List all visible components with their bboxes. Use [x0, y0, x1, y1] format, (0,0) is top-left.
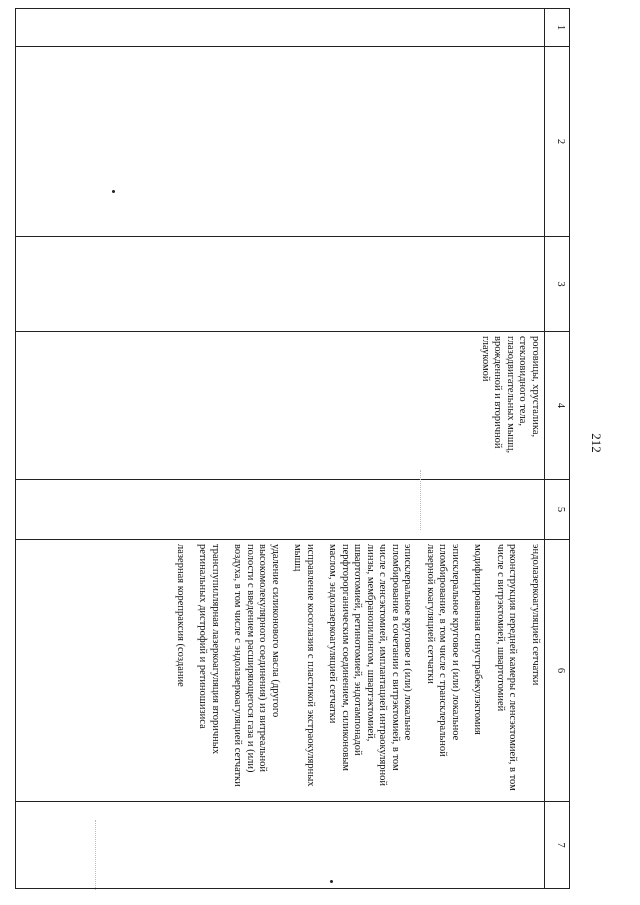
scan-artifact	[95, 820, 96, 890]
col-header-5: 5	[545, 480, 570, 540]
header-row	[545, 9, 570, 889]
rotated-table-wrapper	[15, 8, 570, 888]
body-row	[16, 9, 545, 889]
col-header-6: 6	[545, 540, 570, 802]
procedure-item: лазерная корепраксия (создание	[175, 544, 186, 687]
page-number: 212	[588, 433, 604, 453]
scan-artifact	[420, 470, 421, 530]
scan-speck	[112, 190, 115, 193]
cell-col-3	[16, 237, 545, 332]
procedure-item: эписклеральное круговое и (или) локальное пломбирование, в том числе с трансклеральной лазерной коагуляцией сетчатки	[425, 544, 461, 757]
cell-col-2	[16, 47, 545, 237]
cell-col-1	[16, 9, 545, 47]
procedure-item: исправление косоглазия с пластикой экстраокулярных мышц	[292, 544, 316, 787]
procedure-item: транспупиллярная лазеркоагуляция вторичных ретинальных дистрофий и ретиношизиса	[197, 544, 221, 755]
col-header-4: 4	[545, 332, 570, 480]
diagnosis-text: роговицы, хрусталика, стекловидного тела, глазодвигательных мышц, врожденной и вторичной глаукомой	[480, 336, 541, 454]
col-header-3: 3	[545, 237, 570, 332]
col-header-7: 7	[545, 802, 570, 889]
procedure-item: эписклеральное круговое и (или) локальное пломбирование в сочетании с витрэктомией, в том числе с ленсэктомией, имплантацией интраокулярной линзы, мембранопилингом, швартэктомией, швартотомией, ретинотомией, эндотампонадой перфторорганическим соединением, силиконовым маслом, эндолазеркоагуляцией сетчатки	[327, 544, 414, 787]
cell-col-6	[16, 540, 545, 802]
scan-speck	[330, 880, 333, 883]
cell-col-4	[16, 332, 545, 480]
procedure-item: эндолазеркоагуляцией сетчатки	[530, 544, 541, 686]
procedure-item: удаление силиконового масла (другого высокомолекулярного соединения) из витреальной полости с введением расширяющегося газа и (или) воздуха, в том числе с эндолазеркоагуляцией сетчатки	[232, 544, 281, 787]
col-header-1: 1	[545, 9, 570, 47]
procedure-item: реконструкция передней камеры с ленсэктомией, в том числе с витрэктомией, швартотомией	[495, 544, 519, 791]
cell-col-5	[16, 480, 545, 540]
procedures-table	[15, 8, 570, 889]
col-header-2: 2	[545, 47, 570, 237]
procedure-item: модифицированная синустрабекулэктомия	[472, 544, 484, 735]
